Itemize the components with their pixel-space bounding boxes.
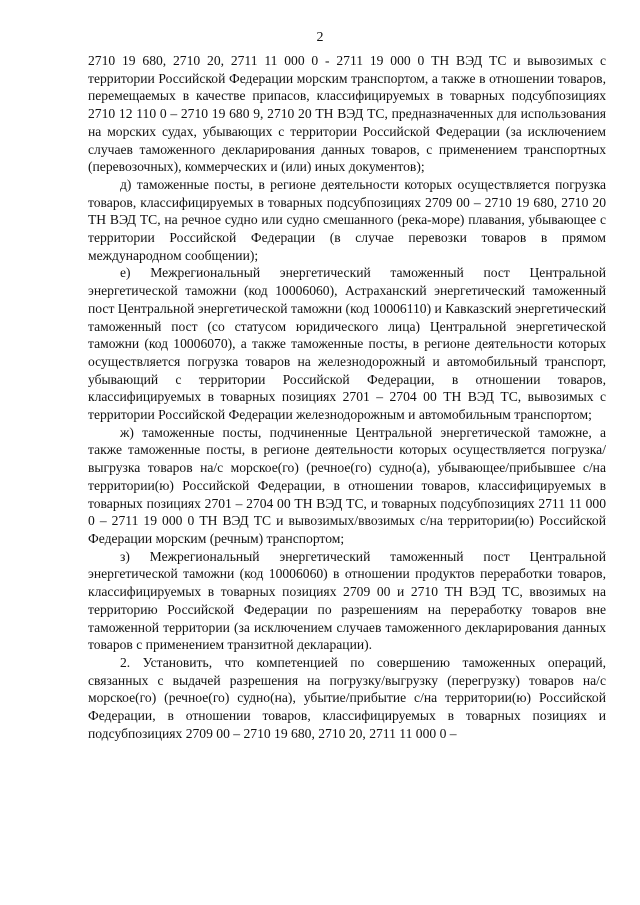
paragraph-continuation: 2710 19 680, 2710 20, 2711 11 000 0 - 2711 19 000 0 ТН ВЭД ТС и вывозимых с территории Российской Федерации морским транспортом, а также в отношении товаров, перемещаемых в качестве припасов, классифицируемых в товарных подсубпозициях 2710 12 110 0 – 2710 19 680 9, 2710 20 ТН ВЭД ТС, предназначенных для использования на морских судах, убывающих с территории Российской Федерации (за исключением случаев таможенного декларирования данных товаров, с применением транспортных (перевозочных), коммерческих и (или) иных документов);: [88, 53, 606, 175]
document-body: [88, 52, 606, 742]
paragraph-item-e: е) Межрегиональный энергетический таможенный пост Центральной энергетической таможни (код 10006060), Астраханский энергетический таможенный пост Центральной энергетической таможни (код 10006110) и Кавказский энергетический таможенный пост (со статусом юридического лица) Центральной энергетической таможни (код 10006070), а также таможенные посты, в регионе деятельности которых осуществляется погрузка товаров на железнодорожный и автомобильный транспорт, убывающий с территории Российской Федерации, в отношении товаров, классифицируемых в товарных позициях 2701 – 2704 00 ТН ВЭД ТС, вывозимых с территории Российской Федерации железнодорожным и автомобильным транспортом;: [88, 265, 606, 423]
paragraph-item-z: з) Межрегиональный энергетический таможенный пост Центральной энергетической таможни (код 10006060) в отношении продуктов переработки товаров, классифицируемых в товарных позициях 2709 00 и 2710 ТН ВЭД ТС, ввозимых на территорию Российской Федерации по разрешениям на переработку товаров вне таможенной территории (за исключением случаев таможенного декларирования данных товаров с применением транзитной декларации).: [88, 548, 606, 653]
paragraph-point-2: 2. Установить, что компетенцией по совершению таможенных операций, связанных с выдачей разрешения на погрузку/выгрузку (перегрузку) товаров на/с морское(го) (речное(го) судно(на), убытие/прибытие с/на территории(ю) Российской Федерации, в отношении товаров, классифицируемых в товарных позициях и подсубпозициях 2709 00 – 2710 19 680, 2710 20, 2711 11 000 0 –: [88, 654, 606, 741]
page-number: 2: [316, 30, 324, 45]
paragraph-item-d: д) таможенные посты, в регионе деятельности которых осуществляется погрузка товаров, классифицируемых в товарных подсубпозициях 2709 00 – 2710 19 680, 2710 20 ТН ВЭД ТС, на речное судно или судно смешанного (река-море) плавания, убывающее с территории Российской Федерации (в случае перевозки товаров в прямом международном сообщении);: [88, 176, 606, 263]
paragraph-item-zh: ж) таможенные посты, подчиненные Центральной энергетической таможне, а также таможенные посты, в регионе деятельности которых осуществляется погрузка/выгрузка товаров на/с морское(го) (речное(го) судно(а), убывающее/прибывшее с/на территории(ю) Российской Федерации, в отношении товаров, классифицируемых в товарных позициях 2701 – 2704 00 ТН ВЭД ТС, и товарных подсубпозициях 2711 11 000 0 – 2711 19 000 0 ТН ВЭД ТС и вывозимых/ввозимых с/на территории(ю) Российской Федерации морским (речным) транспортом;: [88, 424, 606, 546]
